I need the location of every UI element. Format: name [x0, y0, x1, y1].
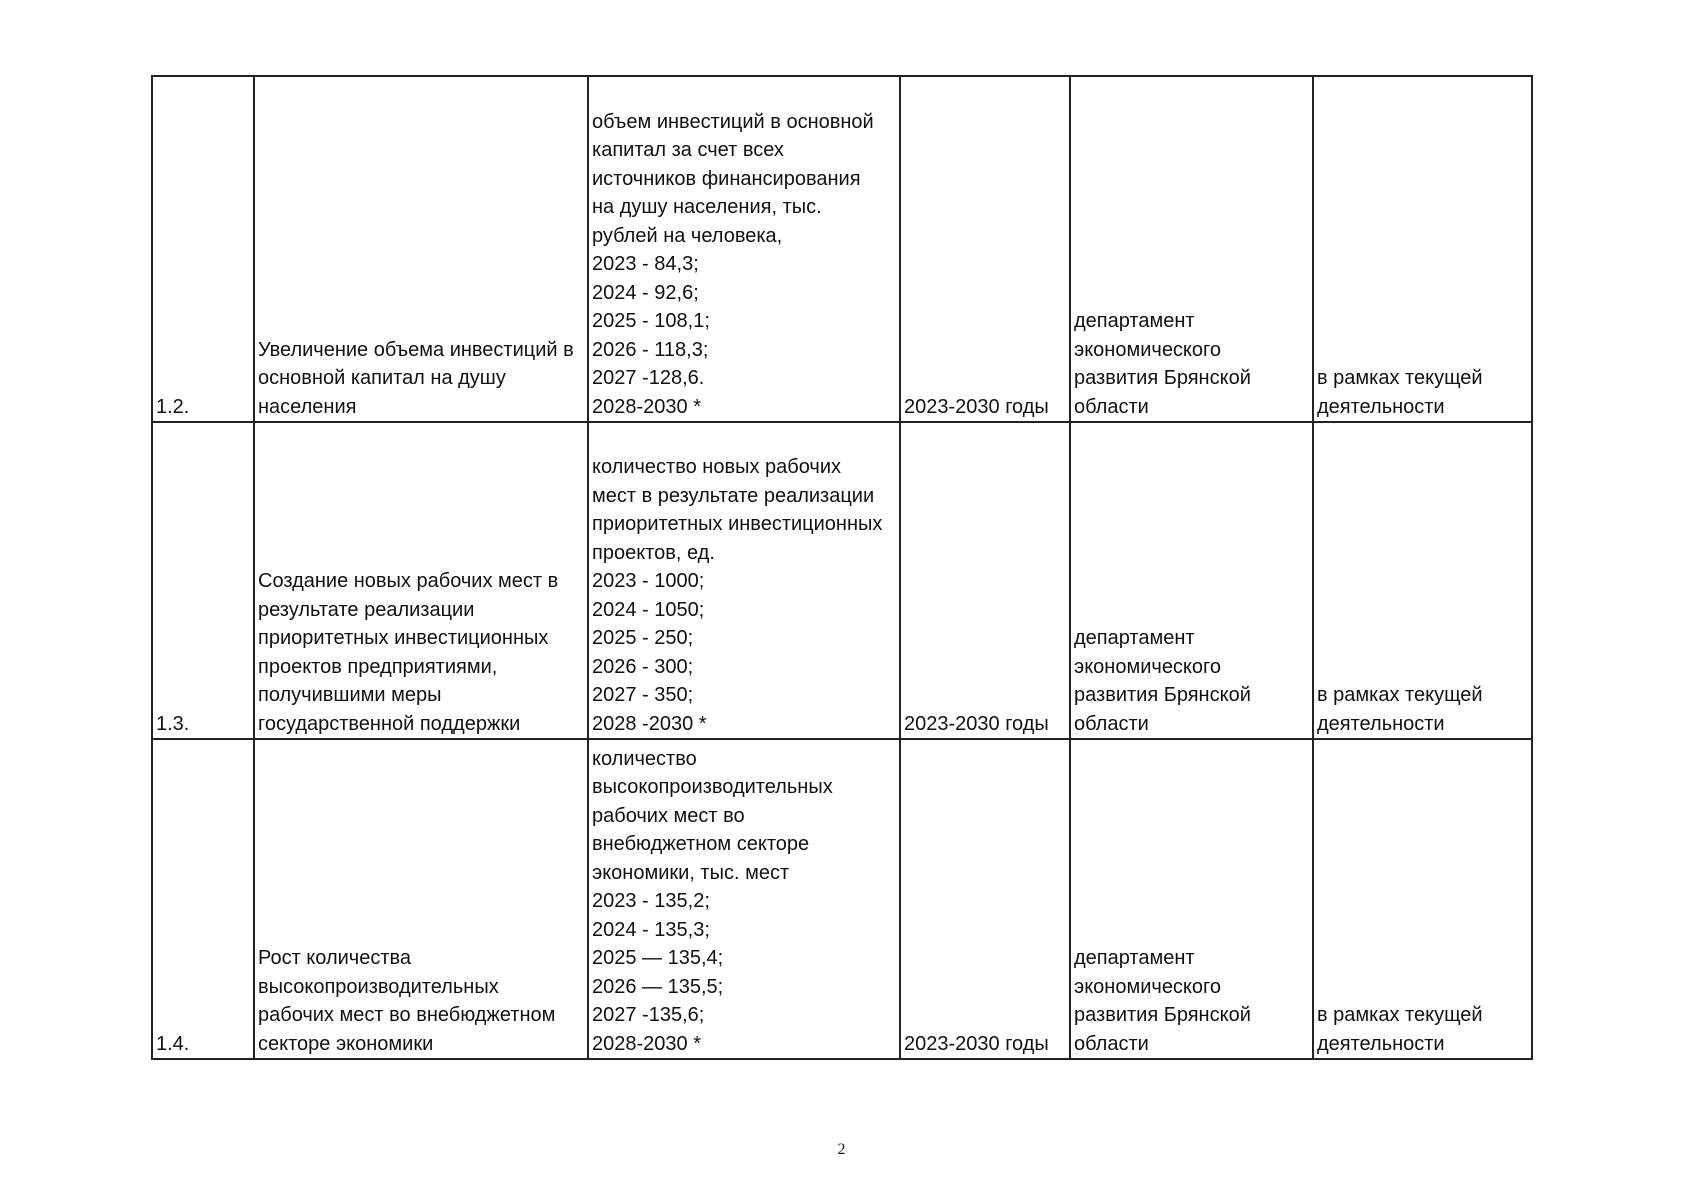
measure-funding [1313, 739, 1532, 1059]
cell-text-line: приоритетных инвестиционных [258, 627, 549, 649]
measure-responsible [1070, 739, 1313, 1059]
cell-text-line: 2026 - 118,3; [592, 338, 709, 361]
cell-text-line: объем инвестиций в основной [592, 110, 874, 133]
cell-text-line: внебюджетном секторе [592, 833, 810, 855]
cell-text-line: 2028-2030 * [592, 395, 701, 418]
cell-text-line: секторе экономики [258, 1032, 434, 1055]
cell-text-line: 2023 - 135,2; [592, 890, 710, 912]
cell-text-line: результате реализации [258, 598, 475, 621]
cell-text-line: высокопроизводительных [592, 776, 833, 798]
cell-text-line: 2026 — 135,5; [592, 975, 724, 998]
measure-number: 1.4. [152, 739, 254, 1059]
measure-indicator [588, 739, 900, 1059]
cell-text-line: области [1074, 1032, 1149, 1055]
cell-text-line: капитал за счет всех [592, 139, 784, 161]
cell-text-line: экономического [1074, 338, 1222, 361]
cell-text-line: основной капитал на душу [258, 367, 506, 389]
measure-responsible [1070, 422, 1313, 739]
cell-text-line: деятельности [1317, 395, 1445, 418]
measure-indicator [588, 76, 900, 422]
table-row [152, 422, 1532, 739]
cell-text-line: экономики, тыс. мест [592, 861, 790, 884]
cell-text-line: департамент [1074, 627, 1195, 649]
program-measures-table [151, 75, 1533, 1060]
cell-text-line: департамент [1074, 310, 1195, 332]
measure-period: 2023-2030 годы [900, 739, 1070, 1059]
measure-responsible [1070, 76, 1313, 422]
cell-text-line: 2027 -128,6. [592, 367, 705, 389]
measure-name [254, 422, 588, 739]
cell-text-line: 2023 - 84,3; [592, 253, 699, 275]
cell-text-line: деятельности [1317, 1032, 1445, 1055]
cell-text-line: 2023 - 1000; [592, 570, 705, 592]
cell-text-line: 2028 -2030 * [592, 712, 707, 735]
cell-text-line: количество новых рабочих [592, 456, 841, 478]
table-row [152, 76, 1532, 422]
measure-number: 1.2. [152, 76, 254, 422]
measure-funding [1313, 76, 1532, 422]
cell-text-line: департамент [1074, 947, 1195, 969]
measure-name [254, 739, 588, 1059]
cell-text-line: развития Брянской [1074, 684, 1251, 706]
cell-text-line: 2024 - 92,6; [592, 281, 699, 304]
page-number: 2 [837, 1141, 846, 1158]
cell-text-line: Создание новых рабочих мест в [258, 570, 559, 592]
cell-text-line: проектов предприятиями, [258, 655, 498, 678]
cell-text-line: в рамках текущей [1317, 367, 1483, 389]
cell-text-line: развития Брянской [1074, 1004, 1251, 1026]
cell-text-line: рабочих мест во внебюджетном [258, 1004, 556, 1026]
cell-text-line: Увеличение объема инвестиций в [258, 338, 574, 361]
cell-text-line: государственной поддержки [258, 712, 521, 735]
measure-funding [1313, 422, 1532, 739]
cell-text-line: 2027 - 350; [592, 684, 694, 706]
cell-text-line: 2024 - 135,3; [592, 918, 710, 941]
cell-text-line: области [1074, 712, 1149, 735]
cell-text-line: получившими меры [258, 684, 442, 706]
cell-text-line: в рамках текущей [1317, 684, 1483, 706]
cell-text-line: рабочих мест во [592, 804, 745, 827]
cell-text-line: 2025 — 135,4; [592, 947, 724, 969]
cell-text-line: в рамках текущей [1317, 1004, 1483, 1026]
cell-text-line: экономического [1074, 975, 1222, 998]
cell-text-line: населения [258, 395, 357, 418]
cell-text-line: деятельности [1317, 712, 1445, 735]
measure-indicator [588, 422, 900, 739]
measure-name [254, 76, 588, 422]
cell-text-line: мест в результате реализации [592, 484, 875, 507]
cell-text-line: развития Брянской [1074, 367, 1251, 389]
cell-text-line: рублей на человека, [592, 224, 783, 247]
cell-text-line: 2028-2030 * [592, 1032, 701, 1055]
cell-text-line: высокопроизводительных [258, 975, 499, 998]
cell-text-line: проектов, ед. [592, 541, 715, 564]
cell-text-line: экономического [1074, 655, 1222, 678]
cell-text-line: источников финансирования [592, 167, 861, 190]
table-row [152, 739, 1532, 1059]
cell-text-line: количество [592, 747, 697, 770]
cell-text-line: приоритетных инвестиционных [592, 513, 883, 535]
cell-text-line: 2024 - 1050; [592, 598, 705, 621]
cell-text-line: 2026 - 300; [592, 655, 694, 678]
measure-period: 2023-2030 годы [900, 422, 1070, 739]
cell-text-line: Рост количества [258, 947, 412, 969]
cell-text-line: 2027 -135,6; [592, 1004, 705, 1026]
cell-text-line: 2025 - 108,1; [592, 310, 710, 332]
measure-number: 1.3. [152, 422, 254, 739]
cell-text-line: на душу населения, тыс. [592, 196, 822, 218]
measure-period: 2023-2030 годы [900, 76, 1070, 422]
cell-text-line: области [1074, 395, 1149, 418]
cell-text-line: 2025 - 250; [592, 627, 694, 649]
